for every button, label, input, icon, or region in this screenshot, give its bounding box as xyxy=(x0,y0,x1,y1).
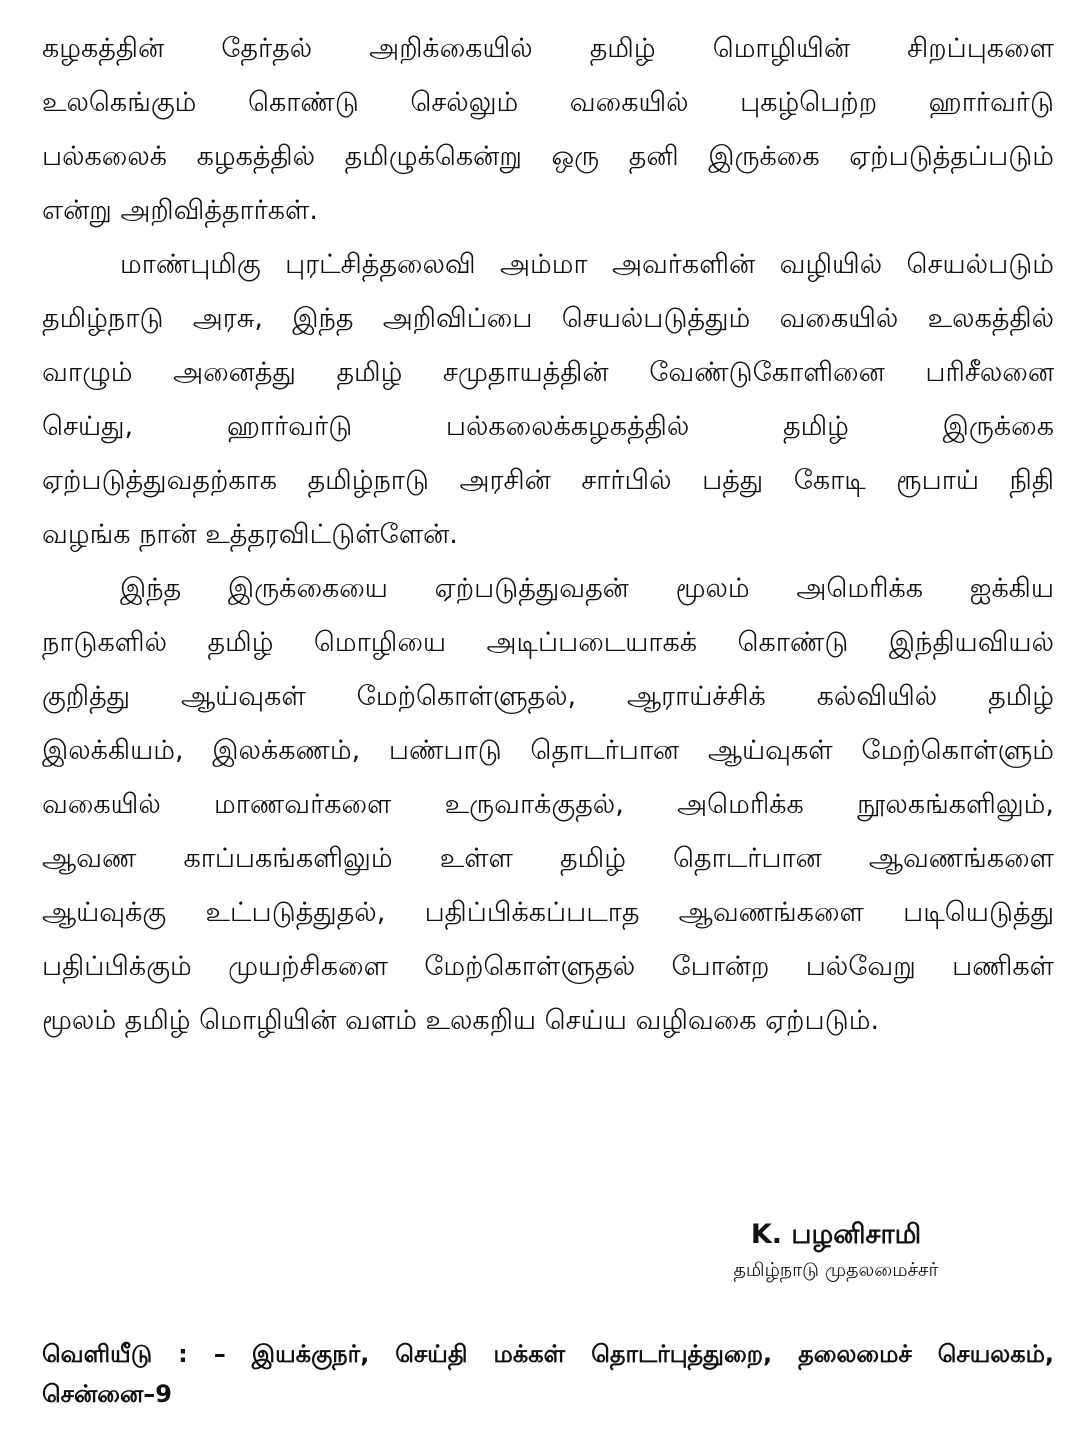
document-body xyxy=(42,22,1054,1048)
text-line: ஏற்படுத்துவதற்காக தமிழ்நாடு அரசின் சார்பில் பத்து கோடி ரூபாய் நிதி xyxy=(42,465,1054,496)
signatory-title: தமிழ்நாடு முதலமைச்சர் xyxy=(733,1259,939,1281)
release-note xyxy=(42,1334,1054,1414)
paragraph xyxy=(42,238,1054,562)
text-line: ஆவண காப்பகங்களிலும் உள்ள தமிழ் தொடர்பான ஆவணங்களை xyxy=(42,843,1054,874)
release-line: சென்னை–9 xyxy=(42,1380,172,1408)
signature-block xyxy=(706,1213,966,1283)
text-line: ஆய்வுக்கு உட்படுத்துதல், பதிப்பிக்கப்படாத ஆவணங்களை படியெடுத்து xyxy=(42,897,1054,928)
text-line: இந்த இருக்கையை ஏற்படுத்துவதன் மூலம் அமெரிக்க ஐக்கிய xyxy=(120,573,1054,604)
text-line: குறித்து ஆய்வுகள் மேற்கொள்ளுதல், ஆராய்ச்சிக் கல்வியில் தமிழ் xyxy=(42,681,1054,712)
text-line: வகையில் மாணவர்களை உருவாக்குதல், அமெரிக்க நூலகங்களிலும், xyxy=(42,789,1054,820)
text-line: செய்து, ஹார்வர்டு பல்கலைக்கழகத்தில் தமிழ் இருக்கை xyxy=(42,411,1054,442)
text-line: நாடுகளில் தமிழ் மொழியை அடிப்படையாகக் கொண்டு இந்தியவியல் xyxy=(42,627,1054,658)
text-line: இலக்கியம், இலக்கணம், பண்பாடு தொடர்பான ஆய்வுகள் மேற்கொள்ளும் xyxy=(42,735,1054,766)
text-line: வாழும் அனைத்து தமிழ் சமுதாயத்தின் வேண்டுகோளினை பரிசீலனை xyxy=(42,357,1054,388)
text-line: வழங்க நான் உத்தரவிட்டுள்ளேன். xyxy=(42,519,458,550)
text-line: மூலம் தமிழ் மொழியின் வளம் உலகறிய செய்ய வழிவகை ஏற்படும். xyxy=(42,1005,880,1036)
text-line: உலகெங்கும் கொண்டு செல்லும் வகையில் புகழ்பெற்ற ஹார்வர்டு xyxy=(42,87,1054,118)
text-line: மாண்புமிகு புரட்சித்தலைவி அம்மா அவர்களின் வழியில் செயல்படும் xyxy=(120,249,1054,280)
text-line: என்று அறிவித்தார்கள். xyxy=(42,195,318,226)
release-line: வெளியீடு : – இயக்குநர், செய்தி மக்கள் தொடர்புத்துறை, தலைமைச் செயலகம், xyxy=(42,1340,1054,1368)
paragraph xyxy=(42,22,1054,238)
text-line: தமிழ்நாடு அரசு, இந்த அறிவிப்பை செயல்படுத்தும் வகையில் உலகத்தில் xyxy=(42,303,1054,334)
signatory-name: K. பழனிசாமி xyxy=(750,1219,922,1250)
text-line: கழகத்தின் தேர்தல் அறிக்கையில் தமிழ் மொழியின் சிறப்புகளை xyxy=(42,33,1054,64)
text-line: பதிப்பிக்கும் முயற்சிகளை மேற்கொள்ளுதல் போன்ற பல்வேறு பணிகள் xyxy=(42,951,1054,982)
paragraph xyxy=(42,562,1054,1048)
text-line: பல்கலைக் கழகத்தில் தமிழுக்கென்று ஒரு தனி இருக்கை ஏற்படுத்தப்படும் xyxy=(42,141,1054,172)
